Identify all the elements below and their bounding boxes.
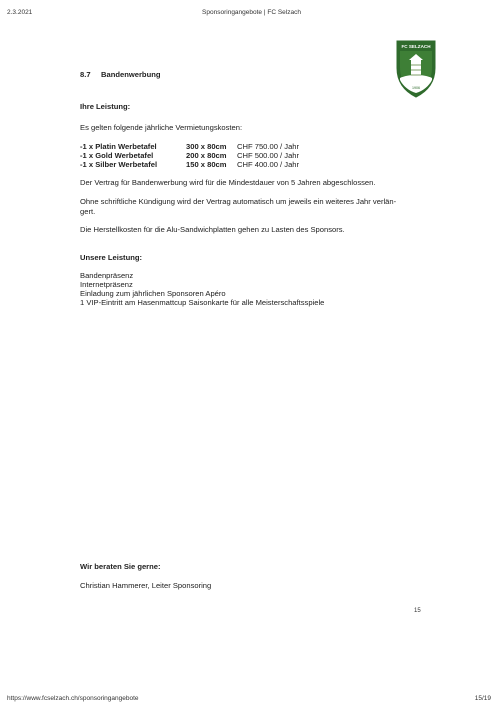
list-item: 1 VIP-Eintritt am Hasenmattcup Saisonkarte für alle Meisterschaftsspiele — [80, 298, 325, 307]
logo-club-name: FC SELZACH — [401, 44, 431, 50]
print-url[interactable]: https://www.fcselzach.ch/sponsoringangebote — [7, 695, 139, 702]
price-row-price: CHF 500.00 / Jahr — [237, 151, 300, 160]
renewal-text-line1: Ohne schriftliche Kündigung wird der Vertrag automatisch um jeweils ein weiteres Jahr verlän- — [80, 197, 397, 206]
price-row-name: -1 x Silber Werbetafel — [80, 160, 158, 169]
page-number: 15 — [414, 608, 421, 614]
list-item: Einladung zum jährlichen Sponsoren Apéro — [80, 289, 226, 298]
production-cost-text: Die Herstellkosten für die Alu-Sandwichplatten gehen zu Lasten des Sponsors. — [80, 225, 345, 234]
price-row-price: CHF 400.00 / Jahr — [237, 160, 300, 169]
section-number: 8.7 — [80, 70, 91, 79]
contact-person: Christian Hammerer, Leiter Sponsoring — [80, 581, 212, 590]
unsere-leistung-heading: Unsere Leistung: — [80, 253, 143, 262]
price-row-size: 300 x 80cm — [186, 142, 227, 151]
renewal-text-line2: gert. — [80, 207, 96, 216]
ihre-leistung-heading: Ihre Leistung: — [80, 102, 131, 111]
list-item: Bandenpräsenz — [80, 271, 134, 280]
price-row-price: CHF 750.00 / Jahr — [237, 142, 300, 151]
price-row-name: -1 x Gold Werbetafel — [80, 151, 154, 160]
contract-duration-text: Der Vertrag für Bandenwerbung wird für die Mindestdauer von 5 Jahren abgeschlossen. — [80, 178, 376, 187]
club-logo — [396, 40, 436, 98]
contact-heading: Wir beraten Sie gerne: — [80, 562, 161, 571]
price-row-size: 200 x 80cm — [186, 151, 227, 160]
price-row-size: 150 x 80cm — [186, 160, 227, 169]
print-title: Sponsoringangebote | FC Selzach — [202, 9, 301, 16]
print-page-count: 15/19 — [474, 695, 491, 702]
print-date: 2.3.2021 — [7, 9, 33, 16]
section-title: Bandenwerbung — [101, 70, 161, 79]
logo-year: 1906 — [412, 86, 420, 90]
price-row-name: -1 x Platin Werbetafel — [80, 142, 157, 151]
list-item: Internetpräsenz — [80, 280, 133, 289]
pricing-intro: Es gelten folgende jährliche Vermietungskosten: — [80, 123, 243, 132]
